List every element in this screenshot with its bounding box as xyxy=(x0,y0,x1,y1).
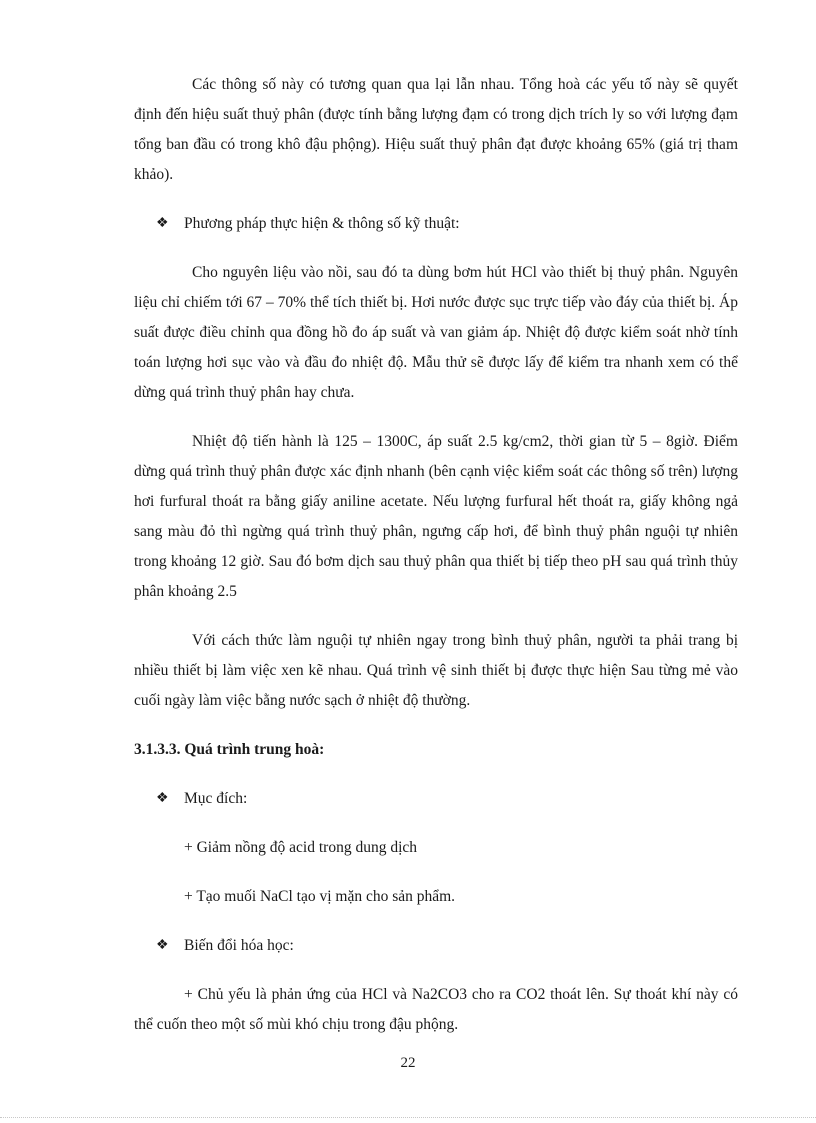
paragraph-procedure: Cho nguyên liệu vào nồi, sau đó ta dùng bơm hút HCl vào thiết bị thuỷ phân. Nguyên liệu chỉ chiếm tới 67 – 70% thể tích thiết bị. Hơi nước được sục trực tiếp vào đáy của thiết bị. Áp suất được điều chỉnh qua đồng hồ đo áp suất và van giảm áp. Nhiệt độ được kiểm soát nhờ tính toán lượng hơi sục vào và đầu đo nhiệt độ. Mẫu thử sẽ được lấy để kiểm tra nhanh xem có thể dừng quá trình thuỷ phân hay chưa. xyxy=(134,264,738,401)
page-body xyxy=(134,70,738,1059)
section-heading: 3.1.3.3. Quá trình trung hoà: xyxy=(134,741,325,758)
bullet-method-label: Phương pháp thực hiện & thông số kỹ thuật: xyxy=(184,215,460,232)
page-number: 22 xyxy=(400,1055,416,1071)
bullet-chemical-change xyxy=(134,931,738,961)
paragraph-conditions: Nhiệt độ tiến hành là 125 – 1300C, áp suất 2.5 kg/cm2, thời gian từ 5 – 8giờ. Điểm dừng quá trình thuỷ phân được xác định nhanh (bên cạnh việc kiểm soát các thông số trên) lượng hơi furfural thoát ra bằng giấy aniline acetate. Nếu lượng furfural hết thoát ra, giấy không ngả sang màu đỏ thì ngừng quá trình thuỷ phân, ngưng cấp hơi, để bình thuỷ phân nguội tự nhiên trong khoảng 12 giờ. Sau đó bơm dịch sau thuỷ phân qua thiết bị tiếp theo pH sau quá trình thủy phân khoảng 2.5 xyxy=(134,433,738,600)
bullet-purpose-label: Mục đích: xyxy=(184,790,248,807)
paragraph-cooling: Với cách thức làm nguội tự nhiên ngay trong bình thuỷ phân, người ta phải trang bị nhiều thiết bị làm việc xen kẽ nhau. Quá trình vệ sinh thiết bị được thực hiện Sau từng mẻ vào cuối ngày làm việc bằng nước sạch ở nhiệt độ thường. xyxy=(134,632,738,709)
chemical-change-item: + Chủ yếu là phản ứng của HCl và Na2CO3 cho ra CO2 thoát lên. Sự thoát khí này có thể cuốn theo một số mùi khó chịu trong đậu phộng. xyxy=(134,986,738,1033)
paragraph-parameters: Các thông số này có tương quan qua lại lẫn nhau. Tổng hoà các yếu tố này sẽ quyết định đến hiệu suất thuỷ phân (được tính bằng lượng đạm có trong dịch trích ly so với lượng đạm tổng ban đầu có trong khô đậu phộng). Hiệu suất thuỷ phân đạt được khoảng 65% (giá trị tham khảo). xyxy=(134,76,738,183)
page-bottom-divider xyxy=(0,1117,816,1118)
four-petal-diamond-icon: ❖ xyxy=(156,791,169,806)
bullet-chemical-change-label: Biến đổi hóa học: xyxy=(184,937,294,954)
bullet-method xyxy=(134,209,738,239)
purpose-item-salt: + Tạo muối NaCl tạo vị mặn cho sản phẩm. xyxy=(184,888,456,905)
four-petal-diamond-icon: ❖ xyxy=(156,216,169,231)
bullet-purpose xyxy=(134,784,738,814)
four-petal-diamond-icon: ❖ xyxy=(156,938,169,953)
purpose-item-acid: + Giảm nồng độ acid trong dung dịch xyxy=(184,839,418,856)
